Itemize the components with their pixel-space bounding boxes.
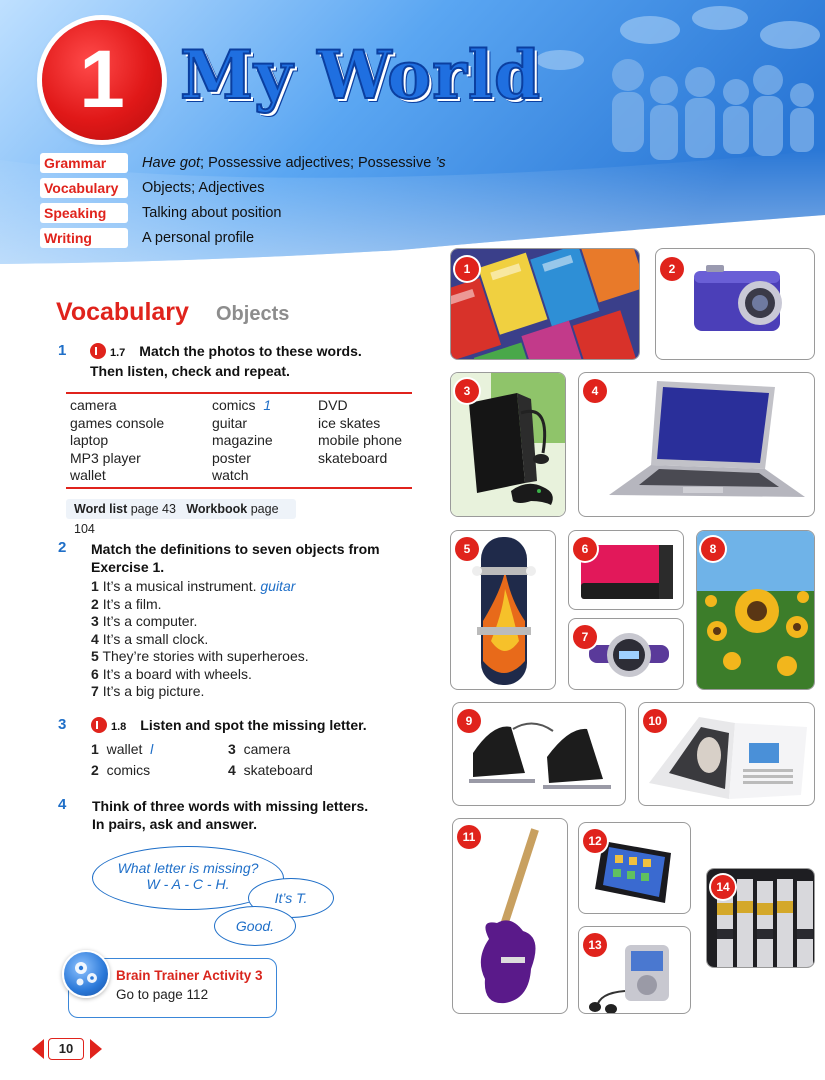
- word: guitar: [212, 414, 248, 431]
- photo-number: 7: [573, 625, 597, 649]
- list-item: 1 wallet l: [91, 741, 154, 757]
- photo-laptop: [578, 372, 815, 517]
- exercise-3-number: 3: [58, 716, 67, 733]
- photo-number: 13: [583, 933, 607, 957]
- photo-number: 1: [455, 257, 479, 281]
- exercise-3-instructions: 1.8 Listen and spot the missing letter.: [91, 716, 431, 736]
- word: MP3 player: [70, 449, 141, 466]
- page-number: 10: [48, 1038, 84, 1060]
- list-item: 3 camera: [228, 741, 291, 757]
- photo-number: 12: [583, 829, 607, 853]
- photo-ice-skates: [452, 702, 626, 806]
- exercise-1-instructions: 1.7 Match the photos to these words. Then listen, check and repeat.: [90, 343, 362, 379]
- exercise-2-list: [91, 578, 309, 701]
- audio-icon[interactable]: [91, 717, 107, 733]
- topic-label: Speaking: [40, 203, 128, 223]
- brain-trainer-gear-icon: [62, 950, 110, 998]
- photo-number: 11: [457, 825, 481, 849]
- word-list-col-1: [70, 397, 164, 485]
- word: camera: [70, 397, 117, 413]
- wordbox-top-rule: [66, 392, 412, 394]
- speech-bubble-answer: It’s T.: [248, 878, 334, 918]
- photo-guitar: [452, 818, 568, 1014]
- reference-links: Word list page 43 Workbook page 104: [66, 499, 296, 519]
- list-item: 2 It’s a film.: [91, 595, 162, 612]
- section-title: Vocabulary: [56, 298, 189, 326]
- word: DVD: [318, 397, 348, 413]
- word: comics 1: [212, 397, 272, 413]
- photo-mobile-phone: [578, 822, 691, 914]
- list-item: 7 It’s a big picture.: [91, 683, 205, 699]
- word: watch: [212, 467, 249, 483]
- speech-bubble-reply: Good.: [214, 906, 296, 946]
- photo-wallet: [568, 530, 684, 610]
- list-item: 1 It’s a musical instrument. guitar: [91, 578, 296, 594]
- photo-number: 10: [643, 709, 667, 733]
- prev-page-arrow-icon[interactable]: [30, 1038, 46, 1060]
- audio-icon[interactable]: [90, 343, 106, 359]
- topic-value: Objects; Adjectives: [142, 180, 265, 196]
- brain-trainer-link[interactable]: Go to page 112: [116, 987, 209, 1002]
- word-list-col-3: [318, 397, 402, 467]
- next-page-arrow-icon[interactable]: [88, 1038, 104, 1060]
- exercise-1-number: 1: [58, 342, 67, 359]
- photo-number: 9: [457, 709, 481, 733]
- unit-number: 1: [79, 34, 125, 125]
- section-subtitle: Objects: [216, 303, 290, 325]
- wordbox-bottom-rule: [66, 487, 412, 489]
- photo-number: 6: [573, 537, 597, 561]
- list-item: 3 It’s a computer.: [91, 613, 198, 629]
- word: wallet: [70, 467, 106, 483]
- topic-value: A personal profile: [142, 230, 255, 246]
- unit-title: My World: [180, 36, 542, 114]
- word: skateboard: [318, 449, 388, 466]
- word: ice skates: [318, 414, 381, 431]
- photo-poster: [696, 530, 815, 690]
- list-item: 4 skateboard: [228, 762, 313, 778]
- photo-number: 4: [583, 379, 607, 403]
- exercise-2-instructions: Match the definitions to seven objects from Exercise 1.: [91, 541, 380, 575]
- exercise-4-instructions: Think of three words with missing letters. In pairs, ask and answer.: [92, 798, 369, 832]
- photo-number: 5: [455, 537, 479, 561]
- photo-mp3-player: [578, 926, 691, 1014]
- photo-dvd: [706, 868, 815, 968]
- photo-skateboard: [450, 530, 556, 690]
- word: games console: [70, 414, 165, 431]
- photo-camera: [655, 248, 815, 360]
- photo-games-console: [450, 372, 566, 517]
- word: mobile phone: [318, 432, 403, 448]
- photo-number: 3: [455, 379, 479, 403]
- photo-comics: [450, 248, 640, 360]
- list-item: 2 comics: [91, 762, 151, 778]
- audio-track: 1.7: [110, 347, 126, 359]
- brain-trainer-title: Brain Trainer Activity 3: [116, 968, 263, 983]
- list-item: 4 It’s a small clock.: [91, 630, 209, 647]
- word: poster: [212, 449, 251, 466]
- word-list-col-2: [212, 397, 273, 485]
- topic-value: Have got; Possessive adjectives; Possessive ’s: [142, 155, 446, 171]
- word: laptop: [70, 432, 109, 448]
- exercise-4-number: 4: [58, 796, 67, 813]
- topic-label: Grammar: [40, 153, 128, 173]
- list-item: 6 It’s a board with wheels.: [91, 665, 252, 682]
- photo-number: 2: [660, 257, 684, 281]
- topic-label: Vocabulary: [40, 178, 128, 198]
- topic-label: Writing: [40, 228, 128, 248]
- photo-magazine: [638, 702, 815, 806]
- topic-value: Talking about position: [142, 205, 282, 221]
- audio-track: 1.8: [111, 721, 127, 733]
- list-item: 5 They’re stories with superheroes.: [91, 648, 309, 664]
- photo-watch: [568, 618, 684, 690]
- exercise-2-number: 2: [58, 539, 67, 556]
- word: magazine: [212, 432, 273, 448]
- speech-bubble-question: What letter is missing? W - A - C - H.: [92, 846, 284, 910]
- photo-number: 14: [711, 875, 735, 899]
- photo-number: 8: [701, 537, 725, 561]
